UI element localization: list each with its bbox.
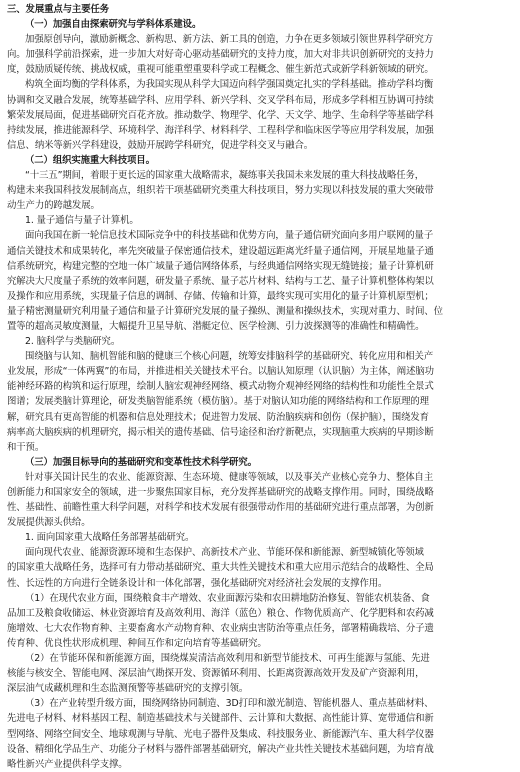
s3-list xyxy=(7,591,513,772)
text-line: 创新能力和国家安全的领域，进一步聚焦国家目标，充分发挥基础研究的战略支撑作用。同时，围绕战略 xyxy=(7,487,434,498)
text-line: 能神经环路的构筑和运行原理，绘制人脑宏观神经网络、模式动物介观神经网络的结构性和功能性全景式 xyxy=(7,381,434,393)
text-line: 持续发展，推进能源科学、环境科学、海洋科学、材料科学、工程科学和临床医学等应用学科发展，加强 xyxy=(7,124,434,136)
text-line: 面向现代农业、能源资源环境和生态保护、高新技术产业、节能环保和新能源、新型城镇化等领域 xyxy=(25,547,424,559)
text-line: 构建未来我国科技发展制高点，组织若干项基础研究类重大科技项目，努力实现以科技发展的重大突破带 xyxy=(7,185,434,197)
text-line: 围绕脑与认知、脑机智能和脑的健康三个核心问题，统筹安排脑科学的基础研究、转化应用和相关产 xyxy=(25,351,434,363)
text-line: （3）在产业转型升级方面，围绕网络协同制造、3D打印和激光制造、智能机器人、重点基础材料、 xyxy=(25,698,434,710)
text-line: 动生产力的跨越发展。 xyxy=(7,200,100,212)
s1-paragraph-1 xyxy=(7,32,513,77)
text-line: 病率高大脑疾病的机理研究，揭示相关的遗传基础、信号途径和治疗新靶点，实现脑重大疾病的早期诊断 xyxy=(7,426,434,438)
s2-intro xyxy=(7,168,513,213)
text-line: 置等的超高灵敏度测量，大幅提升卫星导航、潜艇定位、医学检测、引力波探测等的准确性和精确性。 xyxy=(7,320,425,332)
text-line: 信息、纳米等新兴学科建设，鼓励开展跨学科研究，促进学科交叉与融合。 xyxy=(7,139,314,151)
s2-item1-body xyxy=(7,228,513,334)
s3-heading: （三）加强目标导向的基础研究和变革性技术科学研究。 xyxy=(25,456,257,468)
text-line: （2）在节能环保和新能源方面，围绕煤炭清洁高效利用和新型节能技术、可再生能源与氢能、先进 xyxy=(25,653,430,665)
text-line: 施增效、七大农作物育种、主要畜禽水产动物育种、农业病虫害防治等重点任务，部署精确栽培、分子遗 xyxy=(7,622,434,634)
text-line: 解，研究具有更高智能的机器和信息处理技术；促进智力发展、防治脑疾病和创伤（保护脑），围绕发育 xyxy=(7,411,429,423)
s2-heading: （二）组织实施重大科技项目。 xyxy=(25,154,155,166)
s2-item1-title: 1. 量子通信与量子计算机。 xyxy=(25,215,139,227)
text-line: 略性新兴产业提供科学支撑。 xyxy=(7,758,128,770)
text-line: 针对事关国计民生的农业、能源资源、生态环境、健康等领域，以及事关产业核心竞争力、整体自主 xyxy=(25,471,434,483)
text-line: 构筑全面均衡的学科体系，为我国实现从科学大国迈向科学强国奠定扎实的学科基础。推动学科均衡 xyxy=(25,79,434,91)
text-line: 性、长远性的方向进行全链条设计和一体化部署，强化基础研究对经济社会发展的支撑作用。 xyxy=(7,577,388,589)
s2-item2-title: 2. 脑科学与类脑研究。 xyxy=(25,336,121,348)
text-line: 型网络、网络空间安全、地球观测与导航、光电子器件及集成、科技服务业、新能源汽车、重大科学仪器 xyxy=(7,728,434,740)
text-line: （1）在现代农业方面，围绕粮食丰产增效、农业面源污染和农田耕地防治修复、智能农机装备、食 xyxy=(25,592,430,604)
s1-paragraph-2 xyxy=(7,77,513,152)
text-line: 传育种、优良性状形成机理、种间互作和定向培育等基础研究。 xyxy=(7,637,267,649)
s2-item2-body xyxy=(7,349,513,455)
text-line: 设备、精细化学品生产、功能分子材料与器件部署基础研究，解决产业共性关键技术基础问题，为培育战 xyxy=(7,743,434,755)
text-line: 向。加强科学前沿探索，进一步加大对好奇心驱动基础研究的支持力度，加大对非共识创新研究的支持力 xyxy=(7,49,434,61)
s3-paragraph-1 xyxy=(7,470,513,530)
s1-heading: （一）加强自由探索研究与学科体系建设。 xyxy=(25,19,202,31)
text-line: 协调和交叉融合发展，统筹基础学科、应用学科、新兴学科、交叉学科布局，形成多学科相互协调可持续 xyxy=(7,94,434,106)
text-line: “十三五”期间，着眼于更长远的国家重大战略需求，凝练事关我国未来发展的重大科技战略任务， xyxy=(25,170,425,182)
text-line: 信系统研究，构建完整的空地一体广域量子通信网络体系，与经典通信网络实现无缝链接；量子计算机研 xyxy=(7,260,434,272)
text-line: 的国家重大战略任务，选择可有力带动基础研究、重大共性关键技术和重大应用示范结合的战略性、全局 xyxy=(7,562,434,574)
text-line: 性、基础性、前瞻性重大科学问题，对科学和技术发展有很强带动作用的基础研究进行重点部署，为创新 xyxy=(7,502,434,514)
text-line: 繁荣发展局面，促进基础研究百花齐放。推动数学、物理学、化学、天文学、地学、生命科学等基础学科 xyxy=(7,109,434,121)
text-line: 发展提供源头供给。 xyxy=(7,517,91,529)
text-line: 和干预。 xyxy=(7,441,45,453)
text-line: 加强原创导向，激励新概念、新构思、新方法、新工具的创造，力争在更多领域引领世界科学研究方 xyxy=(25,34,434,46)
text-line: 度，鼓励质疑传统、挑战权威，重视可能重塑重要科学或工程概念、催生新范式或新学科新领域的研究。 xyxy=(7,64,434,76)
section-heading: 三、发展重点与主要任务 xyxy=(7,4,110,15)
s3-item1-title: 1. 面向国家重大战略任务部署基础研究。 xyxy=(25,532,195,544)
text-line: 量子精密测量研究利用量子通信和量子计算研究发展的量子操纵、测量和操纵技术，实现对重力、时间、位 xyxy=(7,305,443,317)
text-line: 面向我国在新一轮信息技术国际竞争中的科技基础和优势方向，量子通信研究面向多用户联网的量子 xyxy=(25,230,434,242)
text-line: 核能与核安全、智能电网、深层油气勘探开发、资源循环利用、长距离资源高效开发及矿产资源利用， xyxy=(7,668,425,680)
text-line: 品加工及粮食收储运、林业资源培育及高效利用、海洋（蓝色）粮仓、作物优质高产、化学肥料和农药减 xyxy=(7,607,434,619)
s3-item1-body xyxy=(7,545,513,590)
text-line: 先进电子材料、材料基因工程、制造基础技术与关键部件、云计算和大数据、高性能计算、宽带通信和新 xyxy=(7,713,434,725)
text-line: 通信关键技术和成果转化，率先突破量子保密通信技术，建设超远距离光纤量子通信网，开展星地量子通 xyxy=(7,245,434,257)
text-line: 业发展，形成“一体两翼”的布局，并推进相关关键技术平台。以脑认知原理（认识脑）为主体，阐述脑功 xyxy=(7,366,434,378)
text-line: 及操作和应用系统，实现量子信息的调制、存储、传输和计算，最终实现可实用化的量子计算机原型机； xyxy=(7,290,434,302)
text-line: 深层油气成藏机理和生态监测预警等基础研究的支撑引领。 xyxy=(7,683,249,695)
text-line: 图谱；发展类脑计算理论，研发类脑智能系统（模仿脑）。基于对脑认知功能的网络结构和工作原理的理 xyxy=(7,396,429,408)
text-line: 究解决大尺度量子系统的效率问题，研发量子系统、量子芯片材料、结构与工艺、量子计算机整体构架以 xyxy=(7,275,434,287)
